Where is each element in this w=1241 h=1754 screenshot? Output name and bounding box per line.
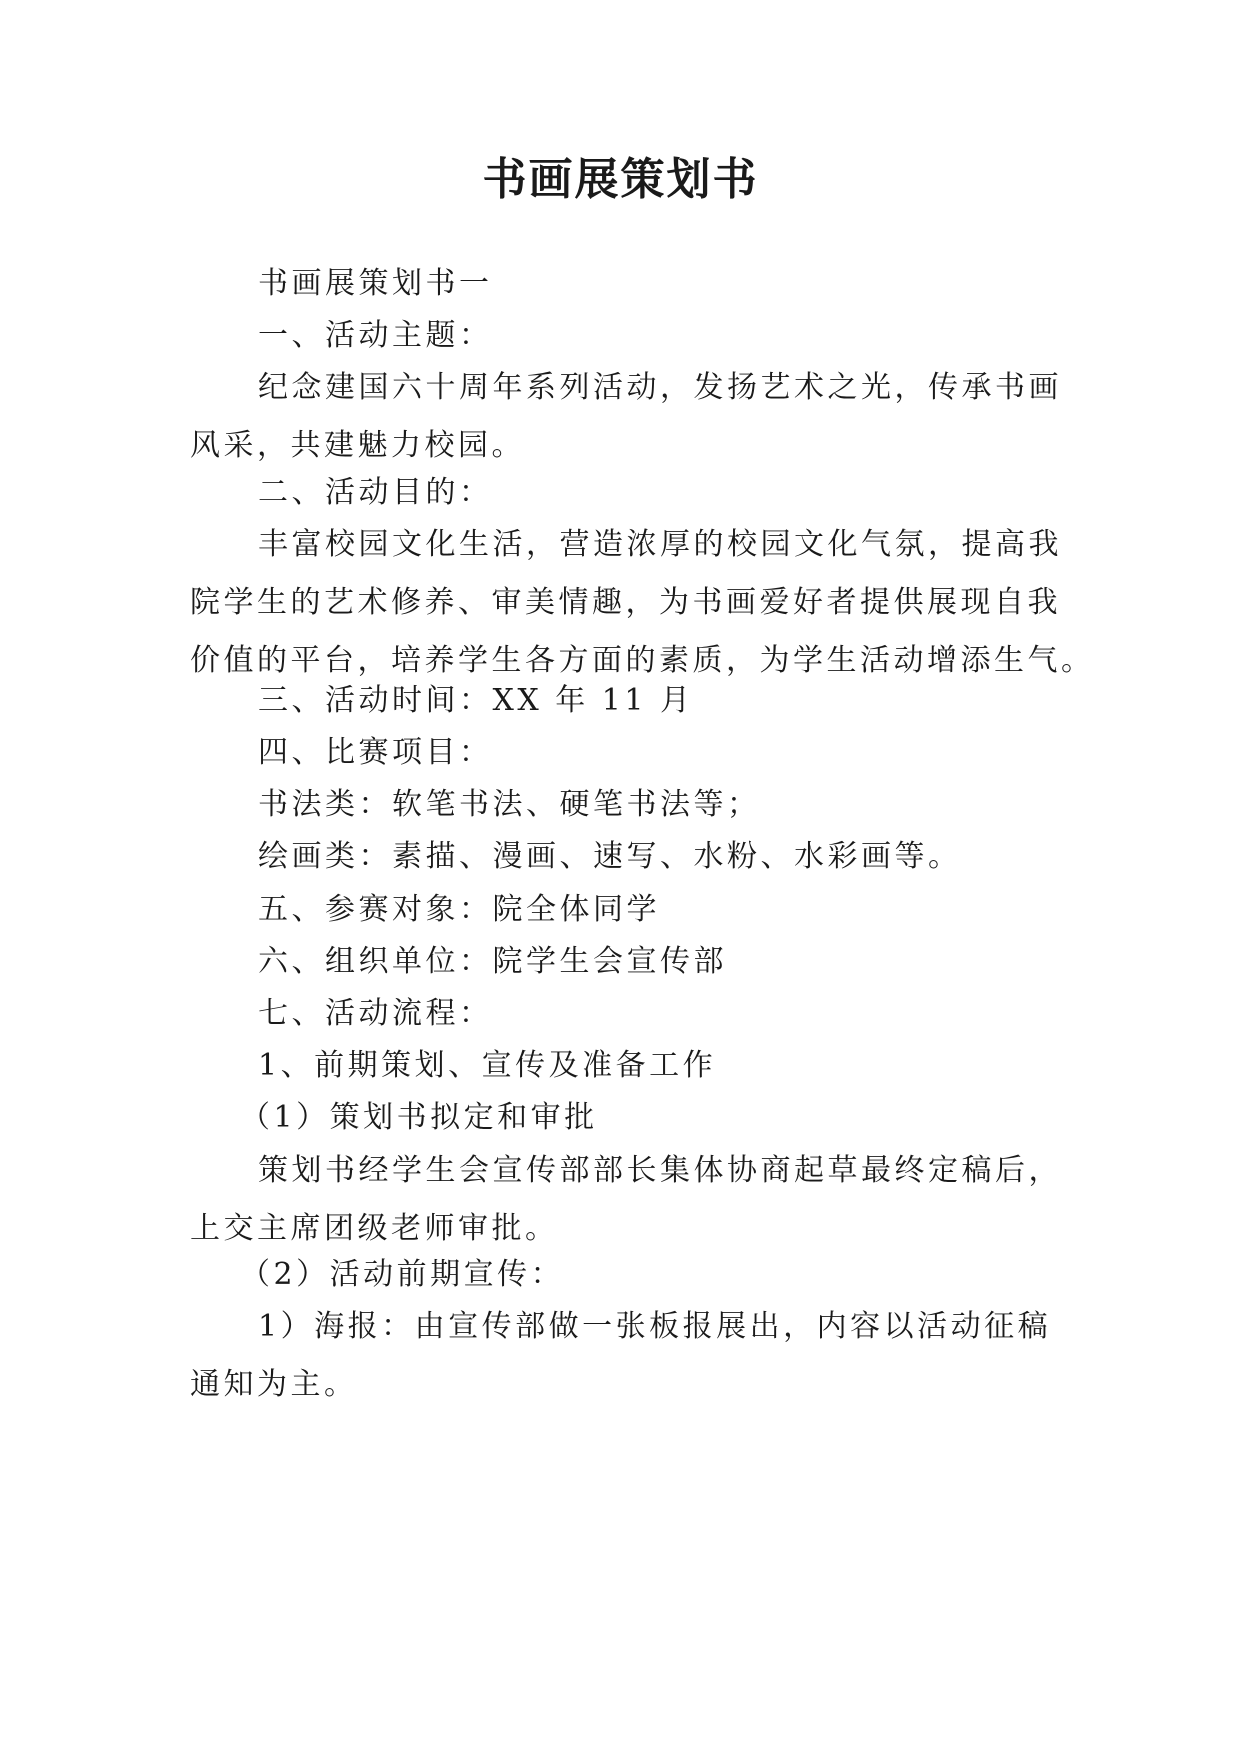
section-heading-time: 三、活动时间：XX 年 11 月: [258, 683, 694, 718]
text-line: 通知为主。: [190, 1367, 358, 1402]
text-line: 1）海报：由宣传部做一张板报展出，内容以活动征稿: [258, 1309, 1052, 1344]
section-heading-items: 四、比赛项目：: [258, 735, 493, 770]
text-line-step-1-2: （2）活动前期宣传：: [240, 1257, 565, 1292]
document-title: 书画展策划书: [482, 154, 759, 205]
text-line-calligraphy: 书法类：软笔书法、硬笔书法等；: [258, 787, 761, 822]
section-heading-process: 七、活动流程：: [258, 996, 493, 1031]
text-line: 上交主席团级老师审批。: [190, 1211, 559, 1246]
subtitle-line: 书画展策划书一: [258, 266, 493, 301]
section-heading-participants: 五、参赛对象：院全体同学: [258, 892, 660, 927]
text-line-step-1: 1、前期策划、宣传及准备工作: [258, 1048, 717, 1083]
paragraph-approval: [190, 1142, 1060, 1258]
paragraph-purpose: [190, 516, 1095, 690]
text-line: 风采，共建魅力校园。: [190, 428, 525, 463]
text-line-painting: 绘画类：素描、漫画、速写、水粉、水彩画等。: [258, 839, 962, 874]
paragraph-poster: [190, 1298, 1060, 1414]
text-line: 丰富校园文化生活，营造浓厚的校园文化气氛，提高我: [258, 527, 1062, 562]
section-heading-purpose: 二、活动目的：: [258, 475, 493, 510]
text-line-step-1-1: （1）策划书拟定和审批: [240, 1100, 598, 1135]
text-line: 策划书经学生会宣传部部长集体协商起草最终定稿后，: [258, 1153, 1062, 1188]
paragraph-theme: [190, 359, 1060, 475]
text-line: 价值的平台，培养学生各方面的素质，为学生活动增添生气。: [190, 643, 1095, 678]
text-line: 纪念建国六十周年系列活动，发扬艺术之光，传承书画: [258, 370, 1062, 405]
section-heading-organizer: 六、组织单位：院学生会宣传部: [258, 944, 727, 979]
text-line: 院学生的艺术修养、审美情趣，为书画爱好者提供展现自我: [190, 585, 1061, 620]
section-heading-theme: 一、活动主题：: [258, 318, 493, 353]
